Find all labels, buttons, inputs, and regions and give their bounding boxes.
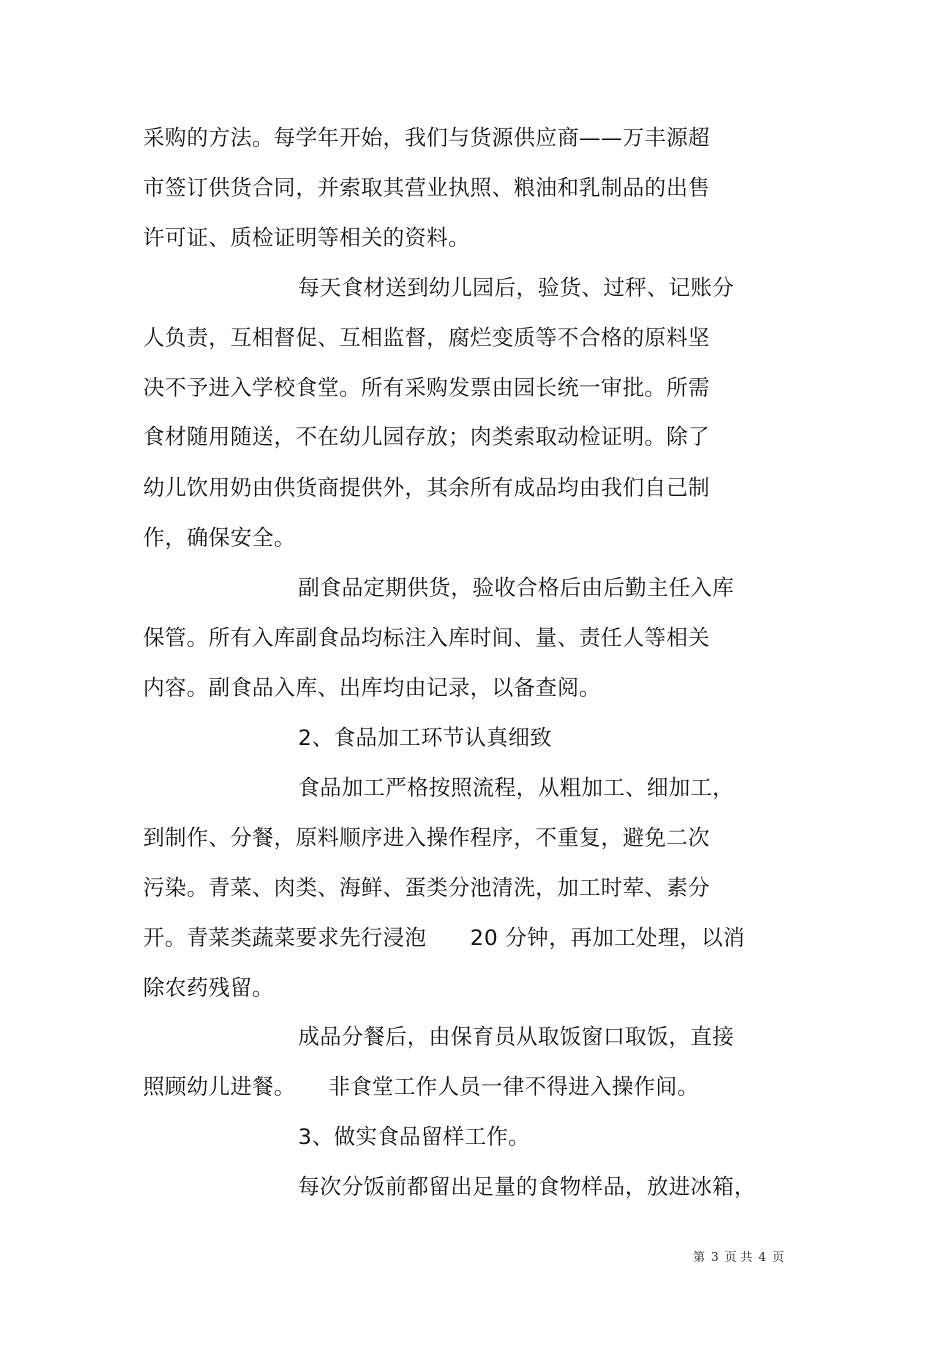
text-line: 到制作、分餐，原料顺序进入操作程序，不重复，避免二次: [143, 826, 710, 851]
text-line: 内容。副食品入库、出库均由记录，以备查阅。: [143, 676, 601, 701]
text-line: 副食品定期供货，验收合格后由后勤主任入库: [298, 576, 735, 601]
text-line: 污染。青菜、肉类、海鲜、蛋类分池清洗，加工时荤、素分: [143, 876, 710, 901]
section-heading: 3、做实食品留样工作。: [298, 1125, 530, 1150]
text-line: 采购的方法。每学年开始，我们与货源供应商——万丰源超: [143, 126, 710, 151]
text-line: 保管。所有入库副食品均标注入库时间、量、责任人等相关: [143, 626, 710, 651]
section-heading: 2、食品加工环节认真细致: [298, 726, 552, 751]
text-line: 作，确保安全。: [143, 526, 296, 551]
text-line: 决不予进入学校食堂。所有采购发票由园长统一审批。所需: [143, 376, 710, 401]
text-line: 每天食材送到幼儿园后，验货、过秤、记账分: [298, 276, 735, 301]
text-line: 除农药残留。: [143, 976, 274, 1001]
text-line: 每次分饭前都留出足量的食物样品，放进冰箱，: [298, 1175, 756, 1200]
text-line: 照顾幼儿进餐。 非食堂工作人员一律不得进入操作间。: [143, 1075, 700, 1100]
footer-current-page: 3: [711, 1250, 719, 1264]
text-line: 开。青菜类蔬菜要求先行浸泡 20 分钟，再加工处理，以消: [143, 926, 745, 951]
text-line: 幼儿饮用奶由供货商提供外，其余所有成品均由我们自己制: [143, 476, 710, 501]
footer-prefix: 第: [693, 1250, 706, 1264]
text-line: 人负责，互相督促、互相监督，腐烂变质等不合格的原料坚: [143, 326, 710, 351]
page-footer: [693, 1249, 790, 1265]
footer-suffix: 页: [772, 1250, 785, 1264]
text-line: 食品加工严格按照流程，从粗加工、细加工，: [298, 776, 735, 801]
text-line: 食材随用随送，不在幼儿园存放；肉类索取动检证明。除了: [143, 425, 710, 450]
text-line: 市签订供货合同，并索取其营业执照、粮油和乳制品的出售: [143, 176, 710, 201]
text-line: 成品分餐后，由保育员从取饭窗口取饭，直接: [298, 1025, 735, 1050]
text-line: 许可证、质检证明等相关的资料。: [143, 226, 471, 251]
footer-total-pages: 4: [758, 1250, 767, 1264]
footer-middle: 页 共: [724, 1250, 753, 1264]
